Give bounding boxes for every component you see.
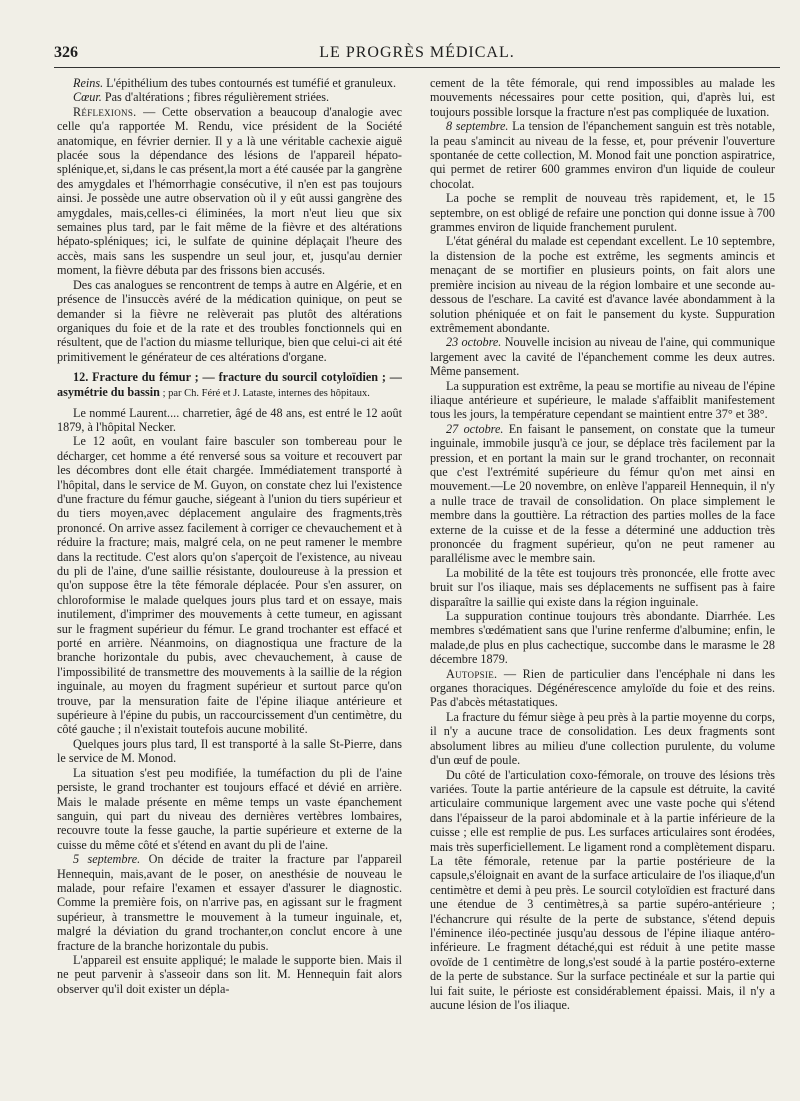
paragraph-label: Reins.: [73, 76, 104, 90]
paragraph-label: 5 septembre.: [73, 852, 141, 867]
right-column: [430, 76, 775, 1086]
article-authors: ; par Ch. Féré et J. Lataste, internes des hôpitaux.: [159, 387, 370, 399]
paragraph-text: — Cette observation a beaucoup d'analogie avec celle qu'a rapportée M. Rendu, vice président de la Société anatomique, en février dernier. Il y a là une véritable cachexie aiguë placée sous la dépendance des lésions de l'appareil hépato-splénique,et, si,dans le cas présent,la mort a été causée par la gangrène des amygdales et l'hémorrhagie consécutive, il n'en est pas toujours ainsi. Je possède une autre observation où il y eût aussi gangrène des amygdales, mais,celles-ci éliminées, la mort n'eut lieu que six semaines plus tard, par le fait même de la fièvre et des altérations hépato-spléniques; ici, le sulfate de quinine déplaçait l'heure des accès, mais sans les suspendre un seul jour, et, jusqu'au dernier moment, la fièvre débuta par des frissons bien accusés.: [57, 104, 402, 278]
paragraph: Le 12 août, en voulant faire basculer son tombereau pour le décharger, cet homme a été renversé sous sa voiture et recouvert par les décombres dont elle était chargée. Immédiatement transporté à l'hôpital, dans le service de M. Guyon, on constate chez lui l'existence d'une fracture du fémur gauche, siégeant à l'union du tiers supérieur et du tiers moyen,avec déplacement angulaire des fragments,très prononcé. On arrive assez facilement à corriger ce chevauchement et à réduire la fracture; mais, malgré cela, on ne peut ramener le membre dans la rectitude. C'est alors qu'on s'aperçoit de l'existence, au niveau du pli de l'aine, d'une saillie résistante, douloureuse à la pression et qu'on suppose être la tête fémorale déplacée. Pour s'en assurer, on chloroformise le malade quelques jours plus tard et on essaye, mais inutilement, d'imprimer des mouvements à cette tumeur, en agissant sur le fragment supérieur du fémur. Le grand trochanter est effacé et porté en arrière. Néanmoins, on diagnostiqua une fracture de la branche horizontale du pubis, avec chevauchement, à cause de l'impossibilité de transmettre des mouvements à la saillie de la région inguinale, au moyen du fragment supérieur et surtout parce qu'on trouve, par la mensuration faite de l'épine iliaque antérieure et supérieure à l'épine du pubis, un raccourcissement d'un centimètre, du côté gauche ; il n'existait toutefois aucune mobilité.: [57, 434, 402, 737]
header-rule: [54, 67, 780, 68]
paragraph-label: Réflexions.: [73, 104, 137, 119]
paragraph-text: L'épithélium des tubes contournés est tuméfié et granuleux.: [103, 76, 397, 90]
paragraph-text: Nouvelle incision au niveau de l'aine, qui communique largement avec la cavité de l'épanchement comme les deux autres. Même pansement.: [430, 335, 775, 379]
paragraph: La suppuration continue toujours très abondante. Diarrhée. Les membres s'œdématient sans que l'urine renferme d'albumine; enfin, le malade,de plus en plus cachectique, succombe dans le marasme le 28 décembre 1879.: [430, 609, 775, 667]
paragraph: [57, 852, 402, 953]
article-number: 12.: [73, 370, 89, 385]
paragraph-label: 23 octobre.: [446, 335, 502, 350]
paragraph-text: La tension de l'épanchement sanguin est très notable, la peau s'amincit au niveau de la fesse, et, pour prévenir l'ouverture spontanée de cette collection, M. Monod fait une ponction aspiratrice, qui permet de retirer 600 grammes environ d'un liquide de couleur chocolat.: [430, 119, 775, 191]
paragraph: [430, 422, 775, 566]
paragraph: [57, 76, 402, 90]
paragraph: La situation s'est peu modifiée, la tuméfaction du pli de l'aine persiste, le grand trochanter est toujours effacé et dévié en arrière. Mais le malade présente en même temps un vaste épanchement sanguin, qui part du niveau des dernières vertèbres lombaires, recouvre toute la fesse gauche, la partie supérieure et externe de la cuisse du même côté et s'étend en avant du pli de l'aine.: [57, 765, 402, 852]
page-header: [54, 40, 780, 66]
paragraph-label: 27 octobre.: [446, 421, 504, 436]
paragraph-label: Autopsie.: [446, 666, 498, 681]
paragraph-text: On décide de traiter la fracture par l'appareil Hennequin, mais,avant de le poser, on anesthésie de nouveau le malade, pour refaire l'examen et essayer d'assurer le diagnostic. Comme la première fois, on n'arrive pas, en agissant sur le fragment supérieur, à transmettre le mouvement à la tumeur inguinale, et, malgré la déviation du grand trochanter,on conclut encore à une fracture de la branche horizontale du pubis.: [57, 852, 402, 953]
paragraph: La fracture du fémur siège à peu près à la partie moyenne du corps, il n'y a aucune trace de consolidation. Les deux fragments sont absolument libres au milieu d'une collection purulente, du volume d'un œuf de poule.: [430, 709, 775, 768]
paragraph: Quelques jours plus tard, Il est transporté à la salle St-Pierre, dans le service de M. Monod.: [57, 736, 402, 766]
paragraph-text: En faisant le pansement, on constate que la tumeur inguinale, immobile jusqu'à ce jour, se déplace très facilement par la pression, et en portant la main sur le grand trochanter, on reconnait que c'est l'extrémité supérieure du fémur qu'on met ainsi en mouvement.—Le 20 novembre, on enlève l'appareil Hennequin, il n'y a nulle trace de travail de consolidation. On place simplement le membre dans la gouttière. La rétraction des parties molles de la face externe de la cuisse et de la fesse a déterminé une adduction très prononcée du fragment supérieur, qu'on ne peut ramener au parallélisme avec le membre sain.: [430, 421, 775, 566]
paragraph-text: Pas d'altérations ; fibres régulièrement striées.: [101, 90, 330, 105]
page-number: 326: [54, 44, 78, 61]
paragraph: cement de la tête fémorale, qui rend impossibles au malade les mouvements nécessaires pour cette position, qui, d'après lui, est toujours possible lorsque la fracture n'est pas compliquée de luxation.: [430, 76, 775, 119]
paragraph: La poche se remplit de nouveau très rapidement, et, le 15 septembre, on est obligé de refaire une ponction qui donne issue à 700 grammes environ de liquide franchement purulent.: [430, 191, 775, 235]
running-title: LE PROGRÈS MÉDICAL.: [319, 44, 515, 61]
article-heading: [57, 370, 402, 399]
paragraph: La mobilité de la tête est toujours très prononcée, elle frotte avec bruit sur l'os iliaque, mais ses déplacements ne suffisent pas à faire disparaître la saillie qui existe dans la région inguinale.: [430, 565, 775, 609]
paragraph: [430, 667, 775, 710]
paragraph-label: Cœur.: [73, 90, 102, 105]
paragraph-text: — Rien de particulier dans l'encéphale ni dans les organes thoraciques. Dégénérescence amyloïde du foie et des reins. Pas d'abcès métastatiques.: [430, 666, 775, 710]
paragraph: [57, 90, 402, 104]
left-column: [57, 76, 402, 1086]
paragraph: [430, 335, 775, 378]
paragraph: La suppuration est extrême, la peau se mortifie au niveau de l'épine iliaque antérieure et supérieure, le malade s'affaiblit manifestement tous les jours, la température cependant se maintient entre 37° et 38°.: [430, 378, 775, 422]
paragraph: L'état général du malade est cependant excellent. Le 10 septembre, la distension de la poche est extrême, les segments amincis et menaçant de se mortifier en plusieurs points, on fait alors une première incision au niveau de la région lombaire et une seconde au-dessous de l'eschare. La cavité est d'avance lavée abondamment à la solution phéniquée et on fait le pansement du kyste. Suppuration extrêmement abondante.: [430, 234, 775, 335]
paragraph: Du côté de l'articulation coxo-fémorale, on trouve des lésions très variées. Toute la partie antérieure de la capsule est détruite, la cavité articulaire communique largement avec une vaste poche qui s'étend dans l'épaisseur de la paroi abdominale et à la partie inférieure de la cuisse ; elle est remplie de pus. Les surfaces articulaires sont érodées, mais très superficiellement. Le ligament rond a complètement disparu. La tête fémorale, retenue par la partie postérieure de la capsule,s'éloignait en avant de la surface articulaire de l'os iliaque,d'un centimètre et demi à peu près. Le sourcil cotyloïdien est fracturé dans une étendue de 3 centimètres,à sa partie supéro-antérieure ; l'échancrure qui résulte de la perte de substance, s'étend depuis l'éminence iléo-pectinée jusqu'au dessous de l'épine iliaque antéro-inférieure. Le fragment détaché,qui est réduit à une petite masse ovoïde de 1 centimètre de long,s'est soudé à la partie postéro-externe de la perte de substance. Sur la surface pectinéale et sur la partie qui lui fait suite, le périoste est considérablement épaissi. Mais, il n'y a aucune lésion de l'os iliaque.: [430, 767, 775, 1012]
paragraph: Des cas analogues se rencontrent de temps à autre en Algérie, et en présence de l'insuccès avéré de la médication quinique, on peut se demander si la fièvre ne relèverait pas plutôt des altérations organiques du foie et de la rate et des troubles fonctionnels qui en résultent, que de l'action du miasme tellurique, bien que celui-ci ait été primitivement le générateur de ces altérations d'organe.: [57, 277, 402, 364]
paragraph: [57, 105, 402, 278]
paragraph-label: 8 septembre.: [446, 119, 509, 134]
article-title: Fracture du fémur ; — fracture du sourcil cotyloïdien ; — asymétrie du bassin: [57, 370, 402, 399]
paragraph: Le nommé Laurent.... charretier, âgé de 48 ans, est entré le 12 août 1879, à l'hôpital Necker.: [57, 405, 402, 434]
paragraph: L'appareil est ensuite appliqué; le malade le supporte bien. Mais il ne peut parvenir à s'asseoir dans son lit. M. Hennequin fait alors observer qu'il doit exister un dépla-: [57, 952, 402, 996]
paragraph: [430, 119, 775, 191]
